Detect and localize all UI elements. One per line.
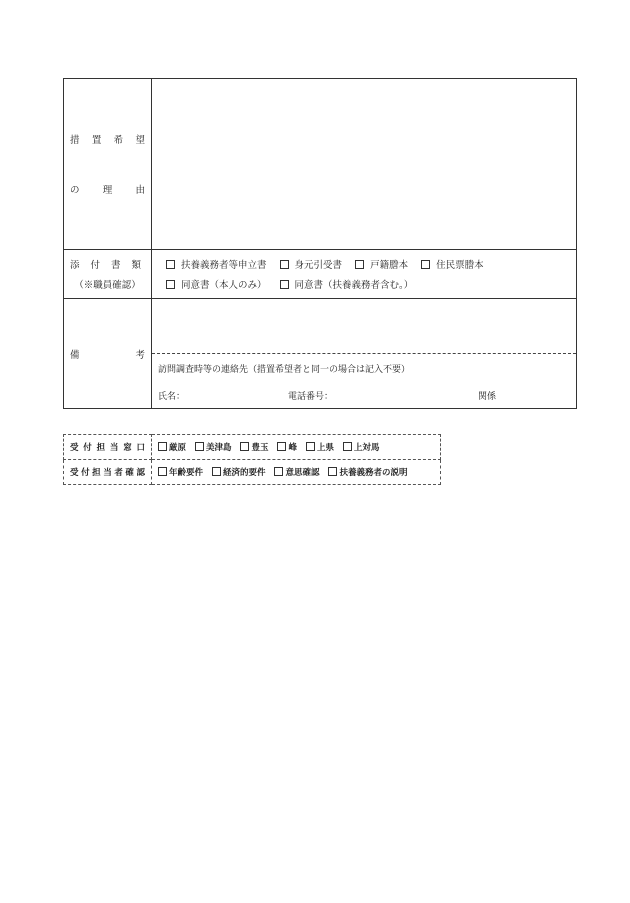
reception-table (63, 434, 441, 485)
checkbox-label: 意思確認 (285, 468, 320, 478)
checkbox-label: 扶養義務者等申立書 (181, 260, 267, 271)
checkbox-icon[interactable] (277, 442, 286, 451)
checkbox-item[interactable] (212, 468, 266, 478)
label-char: 類 (131, 260, 141, 271)
checkbox-label: 上県 (316, 443, 334, 453)
label-char: 当 (109, 443, 119, 453)
checkbox-icon[interactable] (274, 467, 283, 476)
checkbox-item[interactable] (195, 443, 232, 453)
label-char: 理 (102, 185, 113, 196)
reception-staff-row (64, 460, 441, 485)
reception-window-options (152, 435, 441, 460)
label-char: 希 (113, 135, 124, 146)
checkbox-item[interactable] (280, 280, 414, 291)
checkbox-icon[interactable] (158, 442, 167, 451)
checkbox-label: 厳原 (169, 443, 187, 453)
checkbox-item[interactable] (158, 443, 186, 453)
remarks-row (64, 299, 577, 409)
label-char: 添 (70, 260, 80, 271)
label-char: 受 (70, 443, 79, 453)
checkbox-icon[interactable] (421, 260, 430, 269)
label-char: の (70, 185, 80, 196)
contact-section (152, 354, 576, 408)
checkbox-item[interactable] (274, 468, 319, 478)
checkbox-icon[interactable] (343, 442, 352, 451)
checkbox-item[interactable] (240, 443, 268, 453)
label-char: 付 (81, 468, 90, 478)
checkbox-icon[interactable] (355, 260, 364, 269)
label-char: 認 (136, 468, 145, 478)
remarks-label (64, 347, 151, 361)
checkbox-label: 上対馬 (353, 443, 380, 453)
checkbox-label: 身元引受書 (294, 260, 343, 271)
reason-row (64, 79, 577, 250)
attachments-label-cell (64, 250, 152, 299)
reception-window-label (64, 435, 152, 460)
checkbox-label: 住民票謄本 (436, 260, 484, 271)
checkbox-label: 豊玉 (251, 443, 269, 453)
checkbox-icon[interactable] (280, 260, 289, 269)
checkbox-item[interactable] (166, 280, 267, 291)
phone-label: 電話番号： (288, 392, 334, 402)
contact-fields (158, 389, 578, 402)
checkbox-item[interactable] (277, 443, 297, 453)
label-char: 措 (70, 135, 80, 146)
checkbox-item[interactable] (421, 260, 484, 271)
checkbox-label: 年齢要件 (169, 468, 204, 478)
reason-label-cell (64, 79, 152, 250)
label-char: 確 (125, 468, 134, 478)
checkbox-item[interactable] (166, 260, 267, 271)
label-char: 受 (70, 468, 79, 478)
remarks-input-area[interactable] (152, 299, 576, 354)
reason-label-line2 (64, 182, 151, 196)
attachments-options-cell (152, 250, 577, 299)
label-char: 考 (135, 349, 145, 361)
label-char: 窓 (123, 443, 132, 453)
attachments-label-line1 (64, 257, 151, 271)
label-char: 当 (103, 468, 112, 478)
checkbox-item[interactable] (343, 443, 380, 453)
checkbox-icon[interactable] (166, 280, 175, 289)
label-char: 備 (70, 349, 80, 361)
attachments-row1 (166, 257, 576, 271)
label-char: 口 (136, 443, 145, 453)
attachments-row2 (166, 277, 576, 291)
remarks-label-cell (64, 299, 152, 409)
reception-staff-options (152, 460, 441, 485)
label-char: 担 (96, 443, 106, 453)
label-char: 書 (110, 260, 121, 271)
application-form-table (63, 78, 577, 409)
checkbox-item[interactable] (355, 260, 408, 271)
checkbox-item[interactable] (306, 443, 334, 453)
checkbox-item[interactable] (158, 468, 203, 478)
checkbox-item[interactable] (280, 260, 343, 271)
checkbox-label: 同意書（本人のみ） (181, 280, 267, 291)
reception-staff-label (64, 460, 152, 485)
checkbox-label: 同意書（扶養義務者含む。） (294, 280, 414, 291)
checkbox-label: 経済的要件 (222, 468, 266, 478)
checkbox-item[interactable] (328, 468, 407, 478)
checkbox-icon[interactable] (195, 442, 204, 451)
remarks-content-cell (152, 299, 577, 409)
label-char: 置 (91, 135, 102, 146)
attachments-row (64, 250, 577, 299)
attachments-label-note: （※職員確認） (74, 280, 141, 291)
reception-window-row (64, 435, 441, 460)
checkbox-icon[interactable] (280, 280, 289, 289)
checkbox-icon[interactable] (240, 442, 249, 451)
label-char: 付 (90, 260, 100, 271)
label-char: 付 (83, 443, 92, 453)
relation-label: 関係 (478, 392, 497, 402)
label-char: 者 (114, 468, 123, 478)
reason-input-area[interactable] (152, 79, 577, 250)
label-char: 担 (92, 468, 101, 478)
checkbox-label: 美津島 (205, 443, 232, 453)
label-char: 由 (135, 185, 145, 196)
contact-title: 訪問調査時等の連絡先（措置希望者と同一の場合は記入不要） (158, 365, 411, 375)
name-label: 氏名： (158, 392, 186, 402)
checkbox-icon[interactable] (328, 467, 337, 476)
checkbox-icon[interactable] (166, 260, 175, 269)
checkbox-icon[interactable] (212, 467, 221, 476)
checkbox-label: 扶養義務者の説明 (339, 468, 408, 478)
checkbox-icon[interactable] (158, 467, 167, 476)
checkbox-label: 戸籍謄本 (370, 260, 409, 271)
label-char: 望 (135, 135, 145, 146)
checkbox-icon[interactable] (306, 442, 315, 451)
reason-label-line1 (64, 132, 151, 146)
checkbox-label: 峰 (288, 443, 297, 453)
